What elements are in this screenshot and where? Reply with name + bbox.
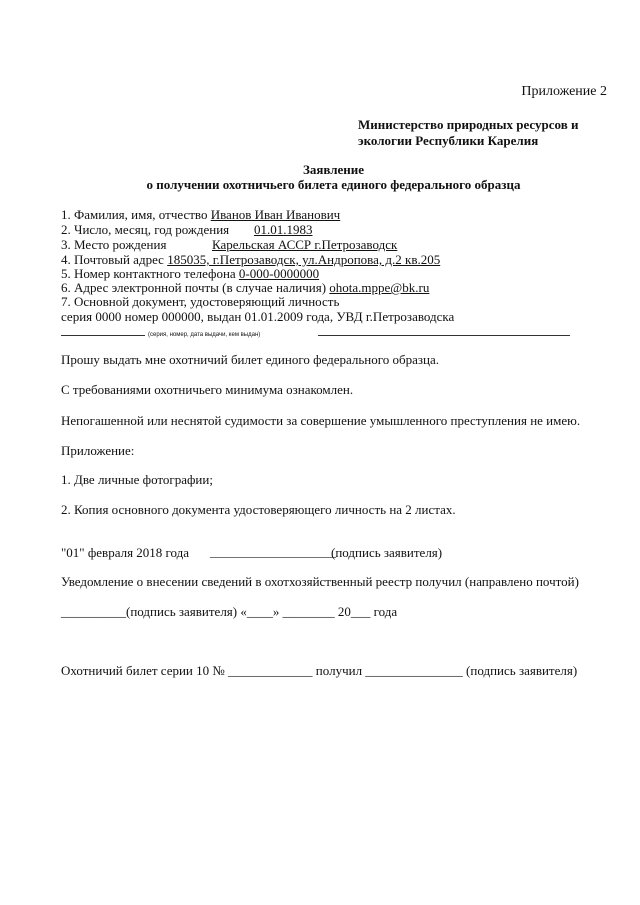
attachment-item-2: 2. Копия основного документа удостоверяющего личность на 2 листах. bbox=[61, 502, 456, 517]
appendix-label: Приложение 2 bbox=[521, 84, 607, 99]
attachments-heading: Приложение: bbox=[61, 443, 135, 458]
field-name-label: 1. Фамилия, имя, отчество bbox=[61, 207, 208, 222]
recipient-line-1: Министерство природных ресурсов и bbox=[358, 117, 579, 132]
field-email-label: 6. Адрес электронной почты (в случае наличия) bbox=[61, 280, 327, 295]
field-birth-place bbox=[61, 237, 166, 253]
recipient-line-2: экологии Республики Карелия bbox=[358, 133, 539, 148]
field-email-value: ohota.mppe@bk.ru bbox=[329, 280, 430, 295]
acknowledged-paragraph: С требованиями охотничьего минимума ознакомлен. bbox=[61, 382, 354, 397]
signature-blank: _____________________ bbox=[210, 545, 336, 559]
signature-date: "01" февраля 2018 года bbox=[61, 545, 190, 560]
field-name-value: Иванов Иван Иванович bbox=[210, 207, 341, 222]
title-line-1: Заявление bbox=[302, 162, 365, 177]
field-birth-date bbox=[61, 222, 229, 238]
id-document-underline-left bbox=[61, 335, 145, 336]
signature-caption: (подпись заявителя) bbox=[331, 545, 443, 560]
title-line-2: о получении охотничьего билета единого федерального образца bbox=[146, 177, 521, 192]
field-birth-date-label: 2. Число, месяц, год рождения bbox=[61, 222, 230, 237]
field-postal-address-label: 4. Почтовый адрес bbox=[61, 252, 164, 267]
field-birth-place-value: Карельская АССР г.Петрозаводск bbox=[212, 237, 398, 252]
field-postal-address-value: 185035, г.Петрозаводск, ул.Андропова, д.2 кв.205 bbox=[167, 252, 441, 267]
field-phone-value: 0-000-0000000 bbox=[238, 266, 320, 281]
field-id-document-value: серия 0000 номер 000000, выдан 01.01.2009 года, УВД г.Петрозаводска bbox=[61, 309, 455, 324]
no-conviction-paragraph: Непогашенной или неснятой судимости за совершение умышленного преступления не имею. bbox=[61, 413, 581, 428]
field-birth-place-label: 3. Место рождения bbox=[61, 237, 167, 252]
notification-signature-line: __________(подпись заявителя) «____» ________ 20___ года bbox=[61, 604, 398, 619]
ticket-received-line: Охотничий билет серии 10 № _____________ получил _______________ (подпись заявителя) bbox=[61, 663, 578, 678]
id-document-underline-right bbox=[318, 335, 570, 336]
notification-text: Уведомление о внесении сведений в охотхозяйственный реестр получил (направлено почтой) bbox=[61, 574, 579, 589]
field-birth-date-value: 01.01.1983 bbox=[254, 222, 313, 237]
field-id-document-label: 7. Основной документ, удостоверяющий личность bbox=[61, 294, 340, 309]
attachment-item-1: 1. Две личные фотографии; bbox=[61, 472, 213, 487]
request-paragraph: Прошу выдать мне охотничий билет единого федерального образца. bbox=[61, 352, 440, 367]
field-id-document bbox=[61, 294, 339, 310]
field-phone-label: 5. Номер контактного телефона bbox=[61, 266, 236, 281]
field-name bbox=[61, 207, 340, 223]
id-document-caption: (серия, номер, дата выдачи, кем выдан) bbox=[148, 332, 261, 338]
